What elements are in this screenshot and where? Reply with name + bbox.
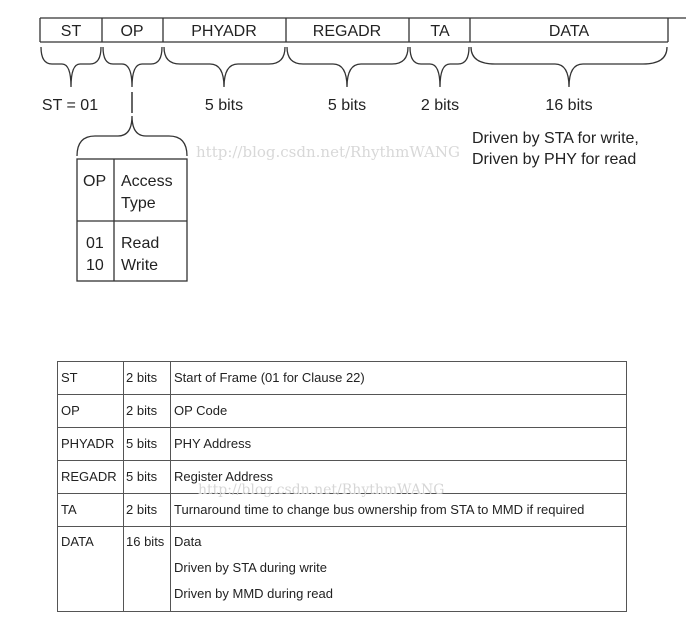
table-cell-bits: 5 bits (124, 461, 171, 494)
table-cell-field: DATA (58, 527, 124, 612)
watermark-table: http://blog.csdn.net/RhythmWANG (198, 482, 445, 498)
bits-label-phyadr: 5 bits (204, 97, 244, 114)
description-line: Data (174, 534, 202, 549)
table-cell-description: Register Address (171, 461, 627, 494)
table-cell-description: OP Code (171, 395, 627, 428)
op-code-10: 10 (86, 257, 104, 274)
table-row (58, 527, 627, 612)
op-table-brace (77, 116, 187, 156)
bits-label-regadr: 5 bits (327, 97, 367, 114)
bits-label-data: 16 bits (545, 97, 593, 114)
table-cell-field: REGADR (58, 461, 124, 494)
field-label-op: OP (120, 23, 144, 40)
field-label-phyadr: PHYADR (191, 23, 257, 40)
table-cell-bits: 2 bits (124, 494, 171, 527)
table-cell-field: OP (58, 395, 124, 428)
table-row (58, 494, 627, 527)
field-description-table (57, 361, 627, 612)
op-type-read: Read (121, 235, 160, 252)
op-table-header-type: Type (121, 195, 156, 212)
table-row (58, 395, 627, 428)
field-label-regadr: REGADR (312, 23, 382, 40)
table-cell-description: Start of Frame (01 for Clause 22) (171, 362, 627, 395)
table-cell-description: PHY Address (171, 428, 627, 461)
table-cell-field: TA (58, 494, 124, 527)
field-braces (41, 47, 667, 87)
table-cell-bits: 16 bits (124, 527, 171, 612)
description-line: Driven by STA during write (174, 560, 327, 575)
op-type-write: Write (121, 257, 159, 274)
table-row (58, 428, 627, 461)
field-label-ta: TA (430, 23, 450, 40)
table-row (58, 461, 627, 494)
table-cell-bits: 2 bits (124, 362, 171, 395)
table-cell-description (171, 527, 627, 612)
watermark-top: http://blog.csdn.net/RhythmWANG (196, 143, 460, 161)
data-note-line-1: Driven by STA for write, (472, 130, 639, 147)
table-cell-bits: 2 bits (124, 395, 171, 428)
field-label-st: ST (60, 23, 82, 40)
bits-label-ta: 2 bits (420, 97, 460, 114)
op-code-01: 01 (86, 235, 104, 252)
table-cell-bits: 5 bits (124, 428, 171, 461)
table-cell-description: Turnaround time to change bus ownership from STA to MMD if required (171, 494, 627, 527)
data-note-line-2: Driven by PHY for read (472, 151, 637, 168)
op-table-header-op: OP (83, 173, 107, 190)
op-table-header-access: Access (121, 173, 173, 190)
description-line: Driven by MMD during read (174, 586, 333, 601)
table-row (58, 362, 627, 395)
bits-label-st: ST = 01 (41, 97, 99, 114)
field-label-data: DATA (548, 23, 590, 40)
table-cell-field: PHYADR (58, 428, 124, 461)
table-cell-field: ST (58, 362, 124, 395)
